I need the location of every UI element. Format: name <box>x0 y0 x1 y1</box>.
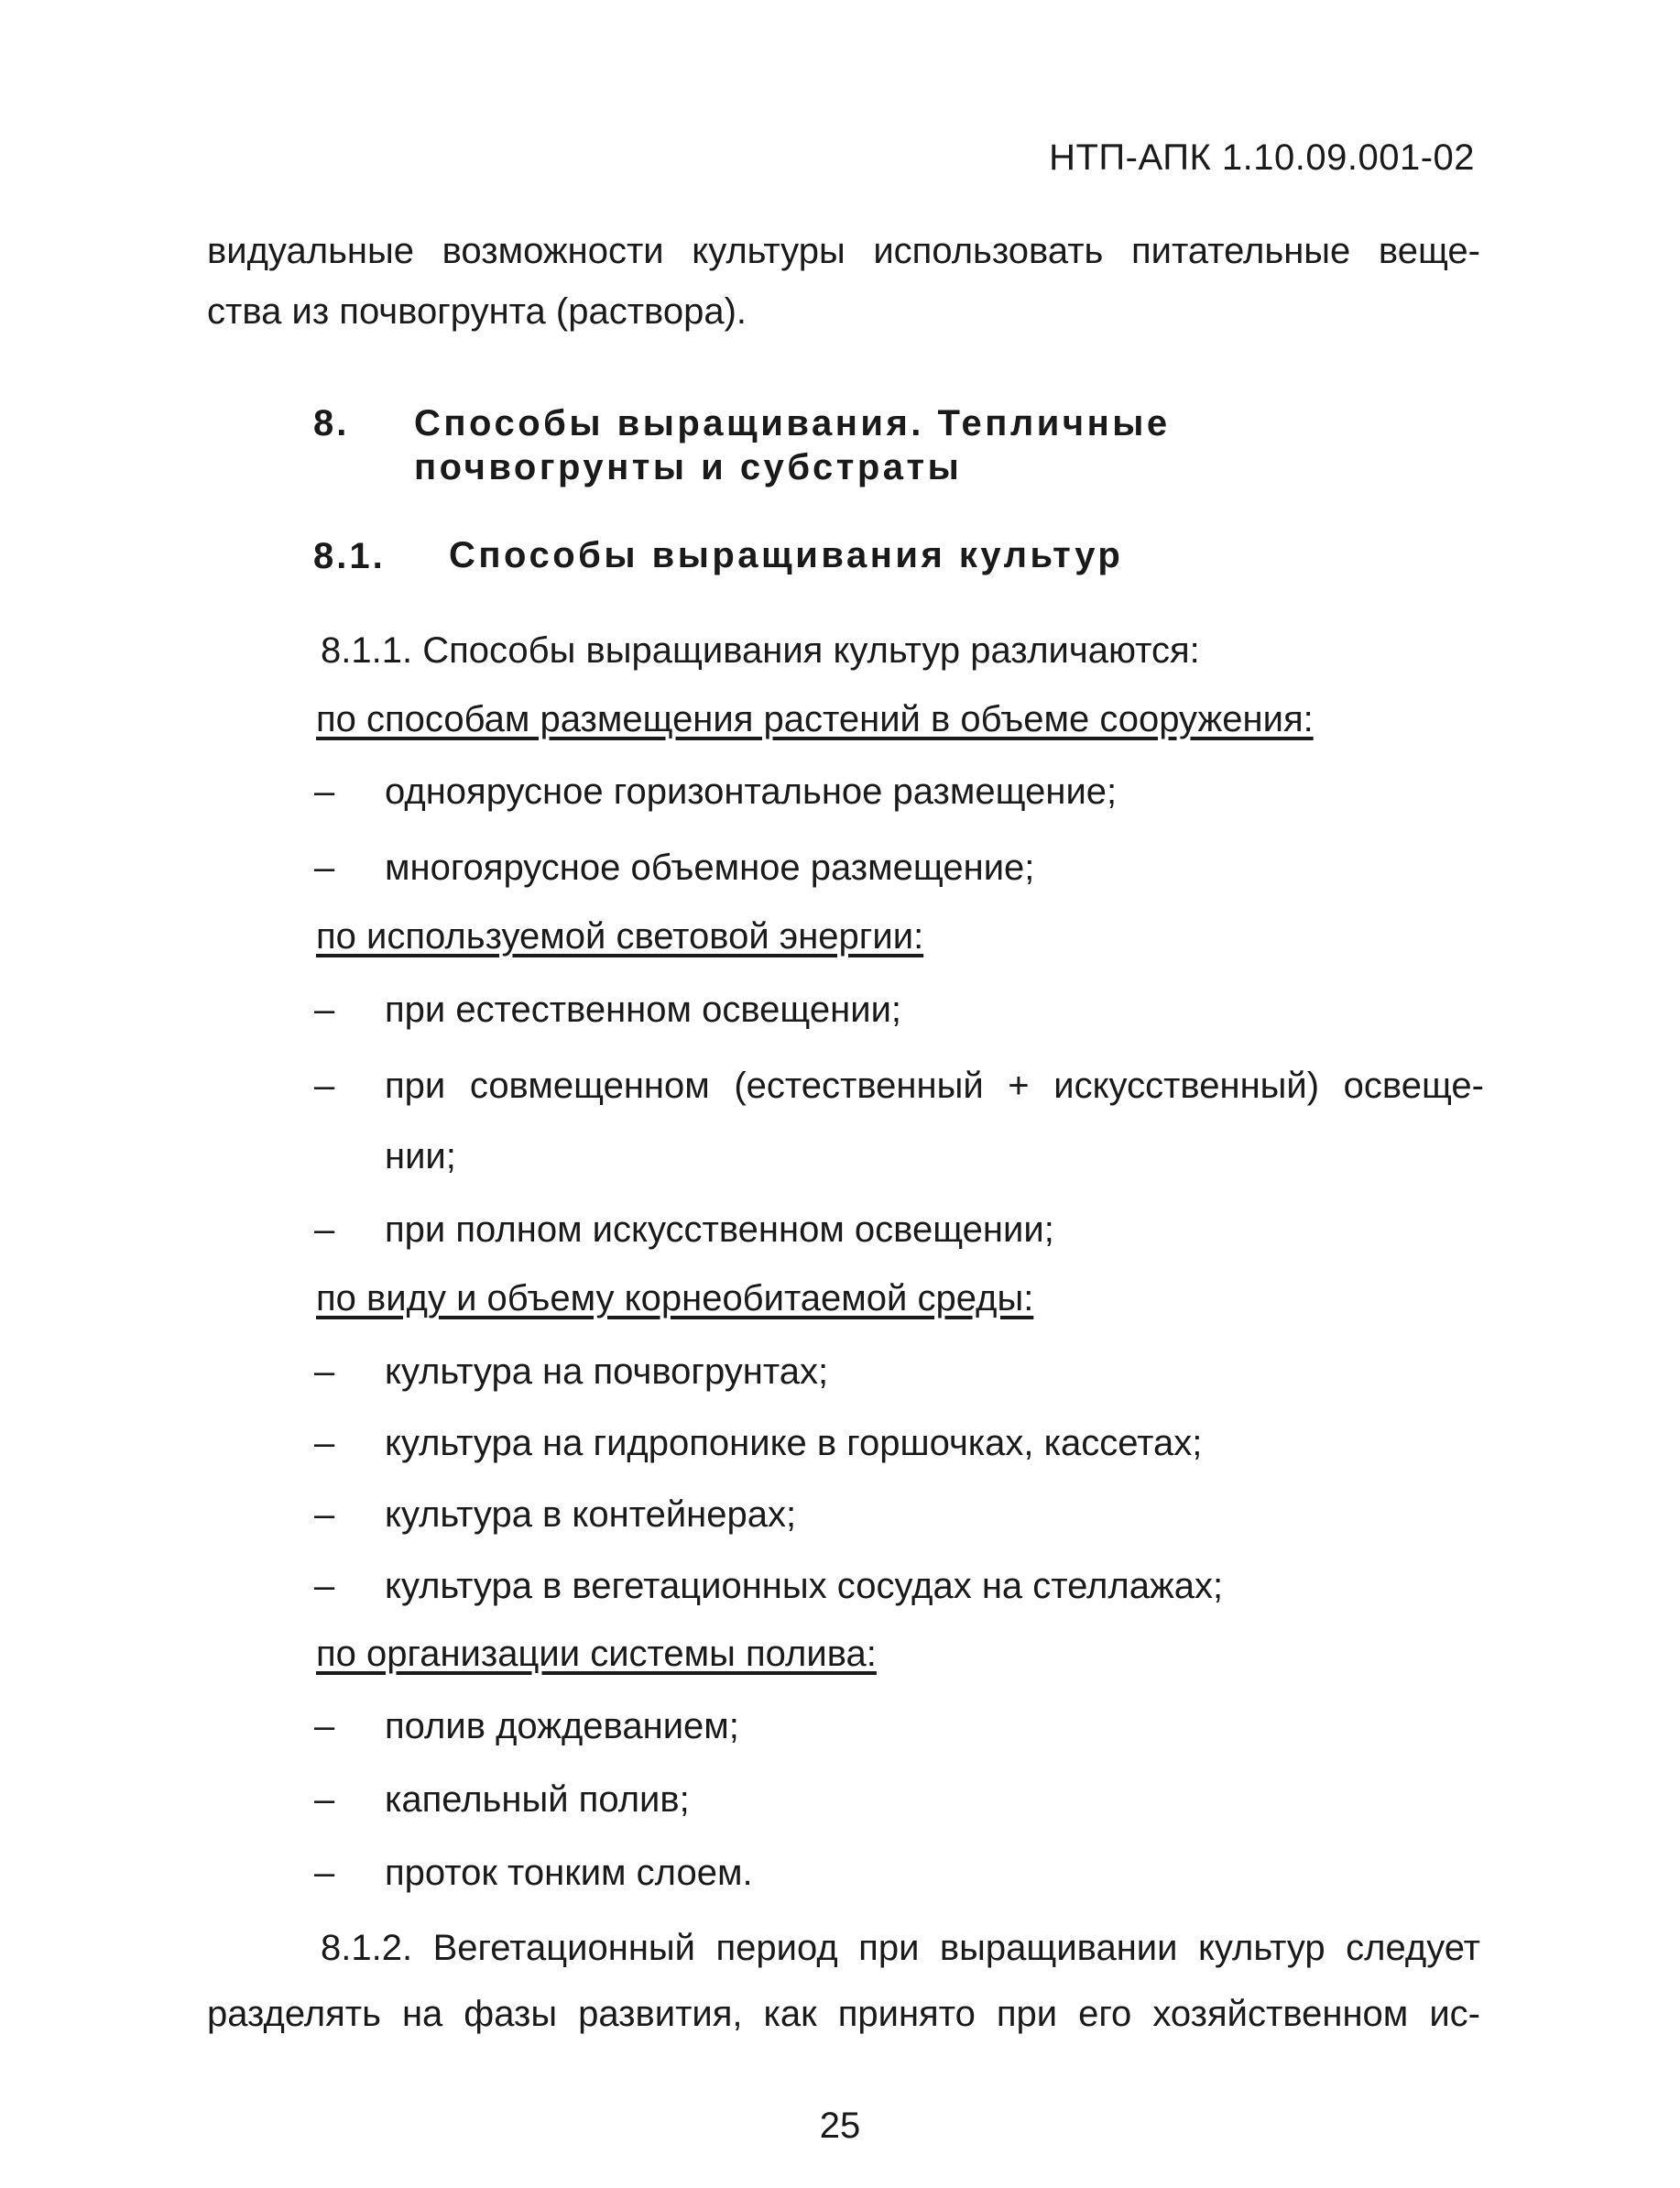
list-dash: – <box>314 848 335 888</box>
list-item: проток тонким слоем. <box>385 1853 753 1893</box>
list-item: полив дождеванием; <box>385 1706 739 1746</box>
list-dash: – <box>314 1853 335 1893</box>
group-heading: по используемой световой энергии: <box>316 916 924 957</box>
list-dash: – <box>314 1779 335 1820</box>
list-item: при полном искусственном освещении; <box>385 1209 1054 1250</box>
section-8-number: 8. <box>313 403 350 443</box>
list-item: культура в контейнерах; <box>385 1494 797 1535</box>
group-heading: по способам размещения растений в объеме сооружения: <box>316 699 1314 739</box>
list-dash: – <box>314 1706 335 1746</box>
section-8-title-line-1: Способы выращивания. Тепличные <box>414 403 1171 443</box>
section-8-title-line-2: почвогрунты и субстраты <box>414 447 963 487</box>
list-item: капельный полив; <box>385 1779 690 1820</box>
list-dash: – <box>314 1423 335 1463</box>
list-dash: – <box>314 990 335 1030</box>
list-dash: – <box>314 1566 335 1606</box>
paragraph-8-1-2-line-1: 8.1.2. Вегетационный период при выращивании культур следует <box>321 1928 1480 1968</box>
list-item: одноярусное горизонтальное размещение; <box>385 771 1118 812</box>
list-dash: – <box>314 1494 335 1535</box>
section-8-1-title: Способы выращивания культур <box>449 535 1124 575</box>
intro-line-2: ства из почвогрунта (раствора). <box>207 291 747 332</box>
list-dash: – <box>314 1351 335 1392</box>
list-item: культура на почвогрунтах; <box>385 1351 829 1392</box>
list-item: при естественном освещении; <box>385 990 902 1030</box>
intro-line-1: видуальные возможности культуры использовать питательные веще- <box>207 231 1480 271</box>
list-dash: – <box>314 1209 335 1250</box>
paragraph-8-1-1: 8.1.1. Способы выращивания культур различаются: <box>321 630 1200 671</box>
document-code: НТП-АПК 1.10.09.001-02 <box>1049 137 1475 178</box>
section-8-1-number: 8.1. <box>313 536 386 576</box>
list-item: при совмещенном (естественный + искусственный) освеще- <box>385 1066 1484 1106</box>
group-heading: по виду и объему корнеобитаемой среды: <box>316 1278 1034 1318</box>
paragraph-8-1-2-line-2: разделять на фазы развития, как принято при его хозяйственном ис- <box>207 1994 1480 2034</box>
list-dash: – <box>314 771 335 812</box>
list-item: культура в вегетационных сосудах на стеллажах; <box>385 1566 1224 1606</box>
group-heading: по организации системы полива: <box>316 1634 877 1674</box>
list-item: культура на гидропонике в горшочках, кассетах; <box>385 1423 1203 1463</box>
page-number: 25 <box>819 2106 861 2146</box>
list-item-continuation: нии; <box>385 1136 456 1176</box>
list-dash: – <box>314 1066 335 1106</box>
list-item: многоярусное объемное размещение; <box>385 848 1035 888</box>
